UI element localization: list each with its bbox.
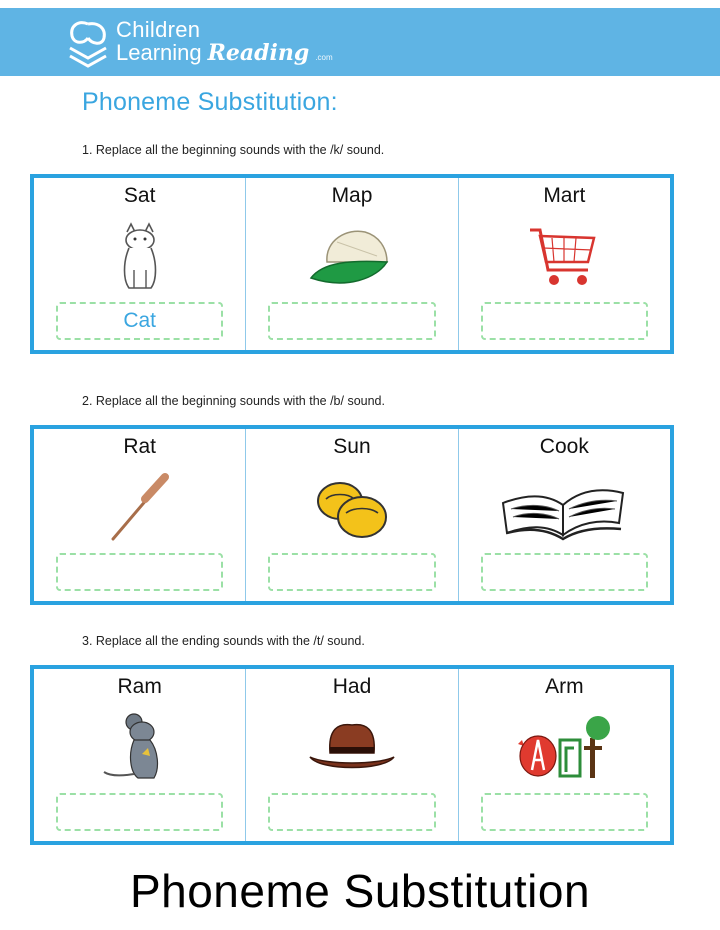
prompt-word: Sun [333, 435, 371, 458]
bat-icon [105, 473, 175, 543]
prompt-word: Mart [543, 184, 586, 207]
prompt-word: Arm [545, 675, 584, 698]
art-icon [514, 710, 614, 786]
hat-icon [306, 713, 398, 783]
exercise-cell [246, 669, 458, 841]
exercise-cell [34, 669, 246, 841]
answer-box[interactable] [481, 793, 648, 831]
exercise-cell [34, 178, 246, 350]
exercise-panel-3 [30, 665, 674, 845]
instruction-1: 1. Replace all the beginning sounds with the /k/ sound. [82, 143, 385, 157]
answer-box[interactable] [268, 302, 435, 340]
brand-suffix: .com [315, 53, 333, 62]
header-banner [0, 8, 720, 76]
book-icon [499, 473, 629, 543]
prompt-word: Ram [117, 675, 162, 698]
prompt-word: Cook [539, 435, 589, 458]
exercise-cell [459, 669, 670, 841]
exercise-cell [459, 429, 670, 601]
answer-box[interactable]: Cat [56, 302, 223, 340]
cat-icon [115, 222, 165, 292]
exercise-panel-2 [30, 425, 674, 605]
instruction-2: 2. Replace all the beginning sounds with the /b/ sound. [82, 394, 385, 408]
answer-box[interactable] [268, 793, 435, 831]
prompt-word: Sat [123, 184, 156, 207]
brand-reading: Reading [207, 40, 310, 66]
prompt-word: Map [331, 184, 373, 207]
prompt-word: Rat [123, 435, 156, 458]
exercise-cell [246, 178, 458, 350]
rat-icon [100, 710, 180, 786]
answer-box[interactable] [481, 302, 648, 340]
prompt-word: Had [332, 675, 372, 698]
page-title: Phoneme Substitution: [82, 88, 338, 116]
brand-wordmark [116, 18, 333, 69]
brand-learning: Learning [116, 40, 202, 65]
answer-box[interactable] [481, 553, 648, 591]
exercise-cell [246, 429, 458, 601]
footer-title: Phoneme Substitution [129, 865, 591, 917]
instruction-3: 3. Replace all the ending sounds with the /t/ sound. [82, 634, 365, 648]
brand-line-2 [116, 41, 333, 69]
brand-line-1: Children [116, 17, 201, 42]
exercise-panel-1 [30, 174, 674, 354]
open-book-logo-icon [64, 18, 112, 70]
answer-box[interactable] [56, 793, 223, 831]
shopping-cart-icon [526, 222, 602, 292]
answer-box[interactable] [268, 553, 435, 591]
answer-box[interactable] [56, 553, 223, 591]
exercise-cell [34, 429, 246, 601]
cap-icon [307, 222, 397, 292]
exercise-cell [459, 178, 670, 350]
buns-icon [312, 473, 392, 543]
